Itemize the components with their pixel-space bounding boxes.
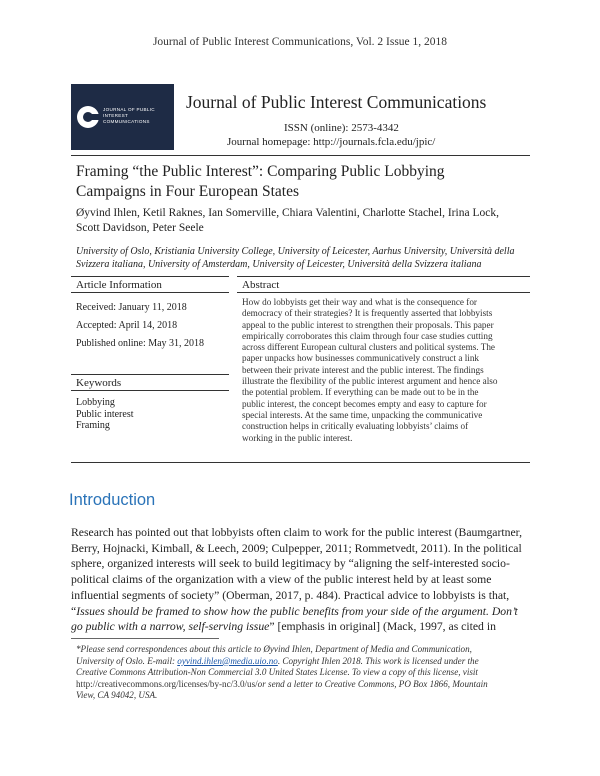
keyword-item: Lobbying (76, 397, 115, 408)
logo-circle-icon (77, 106, 99, 128)
body-line (71, 604, 533, 620)
authors-line: Scott Davidson, Peter Seele (76, 222, 204, 234)
keywords-list (76, 397, 134, 432)
introduction-heading: Introduction (69, 491, 156, 509)
footnote (76, 644, 536, 702)
body-line: Research has pointed out that lobbyists often claim to work for the public interest (Baumgartner, (71, 526, 523, 539)
published-date: Published online: May 31, 2018 (76, 338, 205, 349)
paper-title-line: Campaigns in Four European States (76, 183, 299, 200)
abstract-line: working in the public interest. (242, 432, 353, 443)
abstract-line: public interest, the concept becomes empty and easy to capture for (242, 398, 487, 409)
article-info-bottom-rule (71, 292, 229, 293)
body-line: political claims of the organization with a view of the public interest held by at least some (71, 573, 492, 587)
issn: ISSN (online): 2573-4342 (284, 122, 399, 134)
abstract-line: between their private interest and the public interest. The findings (242, 364, 484, 375)
keyword-item: Public interest (76, 408, 134, 420)
received-date: Received: January 11, 2018 (76, 302, 187, 313)
abstract-line: illustrate the flexibility of the public interest argument and hence also (242, 376, 498, 387)
keyword-item: Framing (76, 420, 110, 431)
abstract-line: special interests. At the same time, unpacking the communicative (242, 409, 483, 420)
body-line: influential segments of society” (Oberman, 2017, p. 484). Practical advice to lobbyists is that, (71, 588, 510, 602)
journal-logo (71, 84, 174, 150)
footnote-line: *Please send correspondences about this article to Øyvind Ihlen, Department of Media and Communication, (76, 644, 472, 654)
article-info-top-rule (71, 276, 229, 277)
authors (76, 206, 536, 236)
running-header: Journal of Public Interest Communications, Vol. 2 Issue 1, 2018 (152, 36, 448, 48)
footnote-rule (71, 638, 219, 639)
keywords-top-rule (71, 374, 229, 375)
abstract-heading: Abstract (242, 279, 280, 291)
footnote-line: View, CA 94042, USA. (76, 690, 158, 701)
abstract-line: paper unpacks how businesses communicatively construct a link (242, 353, 480, 364)
keywords-bottom-rule (71, 390, 229, 391)
journal-homepage[interactable]: Journal homepage: http://journals.fcla.edu/jpic/ (227, 136, 436, 148)
abstract-line: democracy of their strategies? It is frequently asserted that lobbyists (242, 308, 493, 319)
journal-title: Journal of Public Interest Communications (186, 92, 487, 112)
article-info-heading: Article Information (76, 279, 162, 291)
body-line: Berry, Hojnacki, Kimball, & Leech, 2009; Culpepper, 2011; Rommetvedt, 2011). In the political (71, 541, 522, 555)
footnote-line: University of Oslo. E-mail: oyvind.ihlen@media.uio.no. Copyright Ihlen 2018. This work is licensed under the (76, 655, 479, 666)
abstract-line: construction helps in critically evaluating lobbyists’ claims of (242, 421, 469, 432)
abstract-bottom-rule (237, 292, 530, 293)
body-line (71, 619, 533, 635)
affiliations-line: University of Oslo, Kristiania University College, University of Leicester, Aarhus University, Università della (76, 246, 515, 257)
masthead-rule (71, 155, 530, 156)
keywords-heading: Keywords (76, 377, 122, 389)
abstract-line: appeal to the public interest to strengthen their proposals. This paper (242, 319, 494, 330)
paper-title (76, 162, 526, 202)
citation-text: ” [emphasis in original] (Mack, 1997, as cited in (269, 620, 496, 634)
body-line: sphere, organized interests will seek to build legitimacy by “aligning the self-interested socio- (71, 557, 510, 571)
authors-line: Øyvind Ihlen, Ketil Raknes, Ian Somerville, Chiara Valentini, Charlotte Stachel, Irina Lock, (76, 207, 499, 219)
affiliations-line: Svizzera italiana, University of Amsterdam, University of Leicester, Università della Svizzera italiana (76, 259, 482, 270)
logo-text: JOURNAL OF PUBLIC INTEREST COMMUNICATIONS (103, 107, 155, 124)
introduction-body (71, 525, 533, 635)
license-url[interactable]: http://creativecommons.org/licenses/by-nc/3.0/us/ (76, 678, 258, 689)
abstract-line: across different European cultural clusters and political systems. The (242, 342, 496, 353)
abstract-line: the potential problem. If everything can be made out to be in the (242, 387, 479, 398)
emphasized-quote: Issues should be framed to show how the public benefits from your side of the argument. Don’t (76, 604, 518, 618)
footnote-line: http://creativecommons.org/licenses/by-nc/3.0/us/or send a letter to Creative Commons, PO Box 1866, Mountain (76, 678, 488, 689)
footnote-line: Creative Commons Attribution-Non Commercial 3.0 United States License. To view a copy of this license, visit (76, 667, 478, 678)
abstract-line: empirically corroborates this claim through four case studies cutting (242, 330, 493, 341)
paper-title-line: Framing “the Public Interest”: Comparing Public Lobbying (76, 163, 445, 180)
abstract-end-rule (71, 462, 530, 463)
affiliations (76, 245, 536, 271)
quote-mark: “ (71, 604, 77, 618)
abstract-top-rule (237, 276, 530, 277)
email-link[interactable]: oyvind.ihlen@media.uio.no (177, 655, 278, 666)
abstract-text (242, 297, 527, 444)
accepted-date: Accepted: April 14, 2018 (76, 320, 178, 331)
emphasized-quote: go public with a narrow, self-serving issue (71, 620, 270, 634)
abstract-line: How do lobbyists get their way and what is the consequence for (242, 297, 477, 307)
